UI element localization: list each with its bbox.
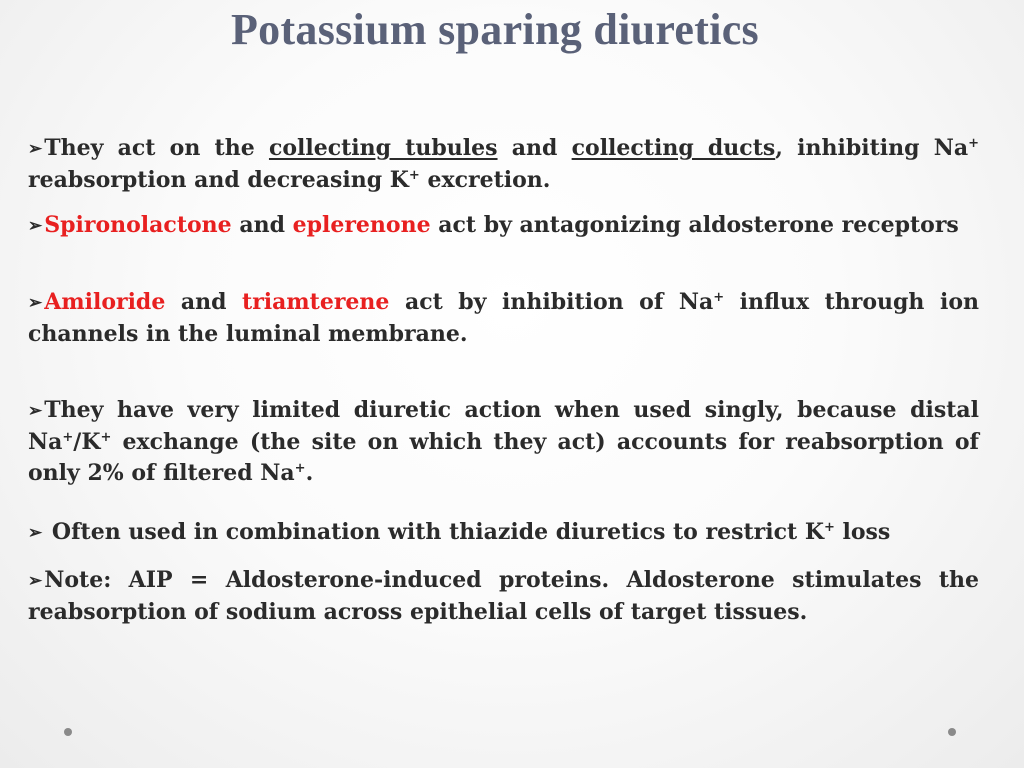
arrow-bullet-icon: ➢	[28, 571, 43, 591]
drug-triamterene: triamterene	[242, 289, 390, 315]
slide-title: Potassium sparing diuretics	[230, 5, 759, 54]
arrow-bullet-icon: ➢	[28, 523, 43, 543]
bullet-note-aip: ➢Note: AIP = Aldosterone-induced proteins. Aldosterone stimulates the reabsorption of sodium across epithelial cells of target tissues.	[28, 567, 979, 625]
bullet-spironolactone: ➢Spironolactone and eplerenone act by antagonizing aldosterone receptors	[28, 210, 979, 242]
drug-amiloride: Amiloride	[44, 289, 166, 315]
arrow-bullet-icon: ➢	[28, 293, 43, 313]
arrow-bullet-icon: ➢	[28, 139, 43, 159]
bullet-limited-action: ➢They have very limited diuretic action when used singly, because distal Na+/K+ exchange (the site on which they act) accounts for reabsorption of only 2% of filtered Na+.	[28, 397, 979, 486]
bullet-collecting-ducts: ➢They act on the collecting tubules and collecting ducts, inhibiting Na+ reabsorption and decreasing K+ excretion.	[28, 135, 979, 193]
bullet-combination: ➢ Often used in combination with thiazide diuretics to restrict K+ loss	[28, 517, 979, 549]
arrow-bullet-icon: ➢	[28, 216, 43, 236]
drug-eplerenone: eplerenone	[292, 212, 431, 238]
bullet-amiloride: ➢Amiloride and triamterene act by inhibition of Na+ influx through ion channels in the luminal membrane.	[28, 289, 979, 347]
drug-spironolactone: Spironolactone	[44, 212, 232, 238]
term-collecting-tubules: collecting tubules	[268, 135, 498, 161]
corner-dot-right	[948, 728, 956, 736]
arrow-bullet-icon: ➢	[28, 401, 43, 421]
corner-dot-left	[64, 728, 72, 736]
term-collecting-ducts: collecting ducts	[571, 135, 776, 161]
